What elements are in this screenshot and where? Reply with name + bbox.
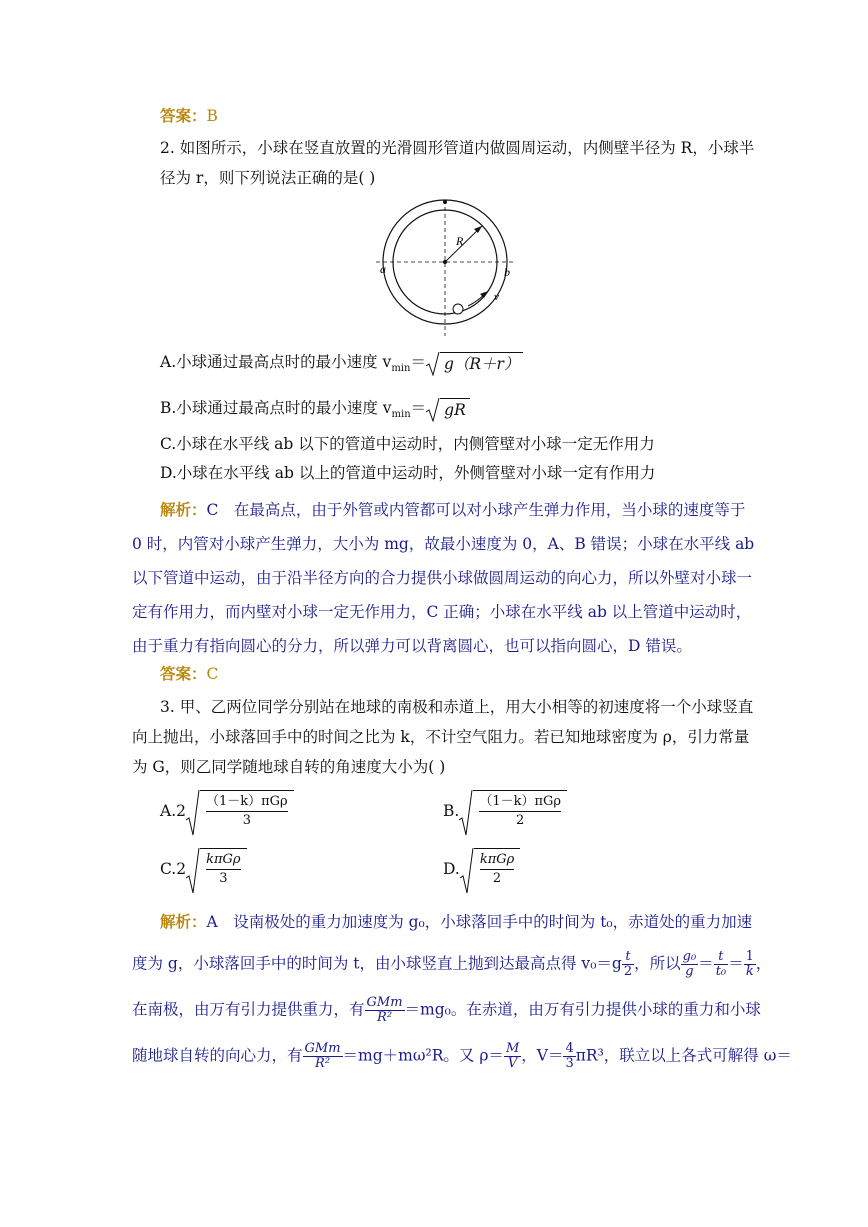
sqrt-fraction: （1－k）πGρ 2 (459, 790, 567, 834)
q3-solution-line-1: 解析：A 设南极处的重力加速度为 g₀，小球落回手中的时间为 t₀，赤道处的重力加速 (160, 912, 753, 931)
q2-solution-line-5: 由于重力有指向圆心的分力，所以弹力可以背离圆心，也可以指向圆心，D 错误。 (132, 637, 692, 655)
sqrt-fraction: （1－k）πGρ 3 (186, 790, 294, 834)
q3-solution-line-4: 随地球自转的向心力，有 $\frac{\text{GMm}}{\text{R²}}$ ＝mg＋mω²R。又 ρ＝ $\frac{M}{V}$ ，V＝ $\frac{4}{3}$ πR³，联立以上各式可解得 ω＝ (132, 1041, 792, 1071)
q2-stem-line-2: 径为 r，则下列说法正确的是( ) (160, 169, 376, 187)
q2-solution-line-3: 以下管道中运动，由于沿半径方向的合力提供小球做圆周运动的向心力，所以外壁对小球一 (132, 569, 753, 587)
label-b: b (504, 265, 510, 279)
solution-label: 解析： (160, 912, 207, 931)
circular-tube-figure (370, 198, 520, 338)
q2-solution-line-2: 0 时，内管对小球产生弹力，大小为 mg，故最小速度为 0，A、B 错误；小球在水平线 ab (132, 535, 755, 553)
q3-solution-line-2: 度为 g，小球落回手中的时间为 t，由小球竖直上抛到达最高点得 v₀＝g $\frac{t}{2}$ ，所以 $\frac{\text{g₀}}{g}$ ＝ $\frac{t}{\text{t₀}}$ ＝ $\frac{1}{k}$ ， (132, 949, 772, 979)
answer-label: 答案： (160, 106, 207, 125)
q3-stem-line-1: 3. 甲、乙两位同学分别站在地球的南极和赤道上，用大小相等的初速度将一个小球竖直 (160, 698, 754, 716)
q3-stem-line-3: 为 G，则乙同学随地球自转的角速度大小为( ) (132, 758, 446, 776)
sqrt-expression: g（R＋r） (426, 352, 524, 374)
q3-option-b: B. （1－k）πGρ 2 (443, 790, 567, 836)
label-v: v (494, 291, 499, 303)
q2-stem-line-1: 2. 如图所示，小球在竖直放置的光滑圆形管道内做圆周运动，内侧壁半径为 R，小球半 (160, 139, 755, 157)
answer-1 (160, 106, 218, 126)
answer-label: 答案： (160, 664, 207, 683)
answer-value: C (206, 665, 219, 683)
q3-stem-line-2: 向上抛出，小球落回手中的时间之比为 k，不计空气阻力。若已知地球密度为 ρ，引力常量 (132, 728, 750, 746)
q3-solution-line-3: 在南极，由万有引力提供重力，有 $\frac{\text{GMm}}{\text{R²}}$ ＝mg₀。在赤道，由万有引力提供小球的重力和小球 (132, 995, 761, 1025)
q3-option-c: C.2 kπGρ 3 (160, 848, 247, 894)
q2-option-b: B.小球通过最高点时的最小速度 $v_{min}=$ gR (160, 398, 470, 425)
label-a: a (380, 262, 386, 276)
answer-2 (160, 664, 218, 684)
answer-value: B (206, 107, 218, 125)
q2-option-c: C.小球在水平线 ab 以下的管道中运动时，内侧管壁对小球一定无作用力 (160, 435, 655, 453)
label-R: R (456, 234, 464, 248)
q3-option-d: D. kπGρ 2 (443, 848, 520, 894)
sqrt-fraction: kπGρ 3 (186, 848, 246, 892)
q2-solution-line-4: 定有作用力，而内壁对小球一定无作用力，C 正确；小球在水平线 ab 以上管道中运动时， (132, 603, 752, 621)
q3-option-a: A.2 （1－k）πGρ 3 (160, 790, 294, 836)
sqrt-fraction: kπGρ 2 (460, 848, 520, 892)
sqrt-expression: gR (426, 398, 470, 420)
solution-label: 解析： (160, 500, 207, 519)
q2-solution-line-1: 解析：C 在最高点，由于外管或内管都可以对小球产生弹力作用，当小球的速度等于 (160, 500, 746, 519)
q2-option-d: D.小球在水平线 ab 以上的管道中运动时，外侧管壁对小球一定有作用力 (160, 464, 656, 482)
q2-option-a: A.小球通过最高点时的最小速度 $v_{min}=$ g（R＋r） (160, 352, 523, 379)
